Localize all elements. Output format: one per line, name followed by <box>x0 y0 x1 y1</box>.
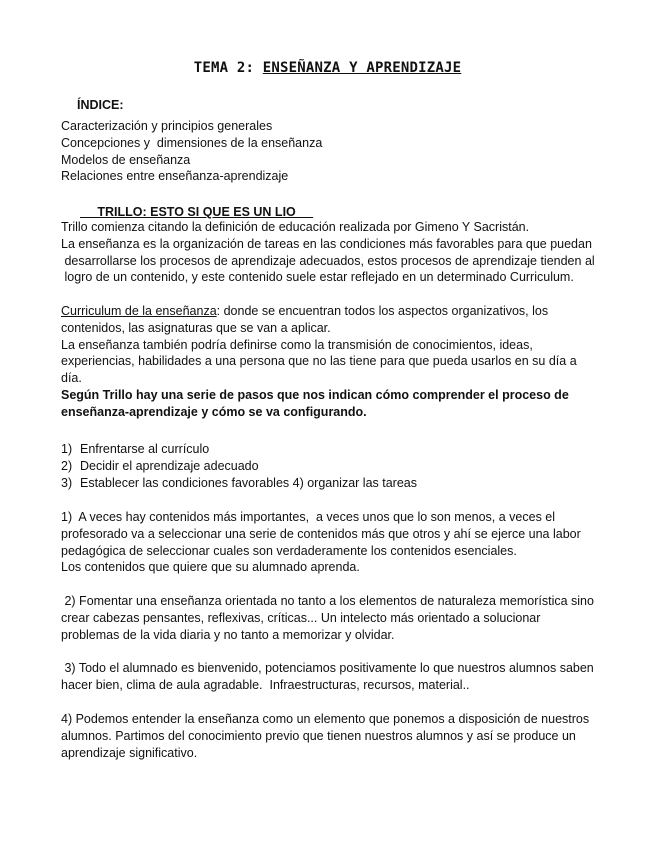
text-line: problemas de la vida diaria y no tanto a memorizar y olvidar. <box>61 627 395 642</box>
step-number: 2) <box>61 458 73 473</box>
indice-item: Relaciones entre enseñanza-aprendizaje <box>61 169 289 184</box>
text-line: 2) Fomentar una enseñanza orientada no tanto a los elementos de naturaleza memorística sino <box>61 594 594 608</box>
indice-item: Caracterización y principios generales <box>61 119 273 133</box>
trillo-heading: TRILLO: ESTO SI QUE ES UN LIO <box>80 205 314 219</box>
step-text: Enfrentarse al currículo <box>80 442 210 456</box>
bold-line: Según Trillo hay una serie de pasos que nos indican cómo comprender el proceso de <box>61 387 569 402</box>
curriculum-paragraph <box>61 303 621 421</box>
text-line: 1) A veces hay contenidos más importantes, a veces unos que lo son menos, a veces el <box>61 510 556 524</box>
step-number: 1) <box>61 442 73 456</box>
title-main: ENSEÑANZA Y APRENDIZAJE <box>262 60 462 76</box>
text-line: 3) Todo el alumnado es bienvenido, potenciamos positivamente lo que nuestros alumnos saben <box>61 661 594 675</box>
step-number: 3) <box>61 475 73 490</box>
paragraph-4 <box>61 711 621 761</box>
text-line: La enseñanza es la organización de tareas en las condiciones más favorables para que puedan <box>61 236 592 251</box>
text-line: pedagógica de seleccionar cuales son verdaderamente los contenidos esenciales. <box>61 543 517 558</box>
paragraph-1 <box>61 509 621 576</box>
indice-heading: ÍNDICE: <box>77 98 124 112</box>
indice-item: Modelos de enseñanza <box>61 152 191 167</box>
text-line: La enseñanza también podría definirse como la transmisión de conocimientos, ideas, <box>61 337 533 352</box>
text-line: día. <box>61 371 82 386</box>
page-title <box>0 60 655 77</box>
text-line: experiencias, habilidades a una persona que no las tiene para que pueda usarlos en su día a <box>61 354 577 369</box>
text-line: profesorado va a seleccionar una serie de contenidos más que otros y ahí se ejerce una labor <box>61 526 581 541</box>
text-line: hacer bien, clima de aula agradable. Infraestructuras, recursos, material.. <box>61 677 470 692</box>
text-line: contenidos, las asignaturas que se van a aplicar. <box>61 320 331 335</box>
text-line: 4) Podemos entender la enseñanza como un elemento que ponemos a disposición de nuestros <box>61 712 590 726</box>
step-text: Decidir el aprendizaje adecuado <box>80 458 259 473</box>
text-line: Trillo comienza citando la definición de educación realizada por Gimeno Y Sacristán. <box>61 220 530 234</box>
text-line <box>61 303 621 320</box>
title-prefix: TEMA 2: <box>193 60 263 76</box>
trillo-paragraph <box>61 219 621 286</box>
indice-item: Concepciones y dimensiones de la enseñanza <box>61 135 323 150</box>
paragraph-2 <box>61 593 621 643</box>
text-line: desarrollarse los procesos de aprendizaje adecuados, estos procesos de aprendizaje tienden al <box>61 253 595 268</box>
text-line: Los contenidos que quiere que su alumnado aprenda. <box>61 560 360 575</box>
curriculum-term: Curriculum de la enseñanza <box>61 304 217 318</box>
steps-list <box>61 441 621 491</box>
indice-list <box>61 118 621 185</box>
step-item <box>61 441 621 458</box>
step-text: Establecer las condiciones favorables 4) organizar las tareas <box>80 475 417 490</box>
text-line: alumnos. Partimos del conocimiento previo que tienen nuestros alumnos y así se produce un <box>61 728 576 743</box>
curriculum-line1-rest: : donde se encuentran todos los aspectos organizativos, los <box>216 304 549 318</box>
step-item <box>61 475 621 492</box>
text-line: aprendizaje significativo. <box>61 745 198 760</box>
paragraph-3 <box>61 660 621 694</box>
text-line: crear cabezas pensantes, reflexivas, críticas... Un intelecto más orientado a solucionar <box>61 610 541 625</box>
step-item <box>61 458 621 475</box>
bold-line: enseñanza-aprendizaje y cómo se va configurando. <box>61 404 367 419</box>
text-line: logro de un contenido, y este contenido suele estar reflejado en un determinado Curriculum. <box>61 270 574 285</box>
